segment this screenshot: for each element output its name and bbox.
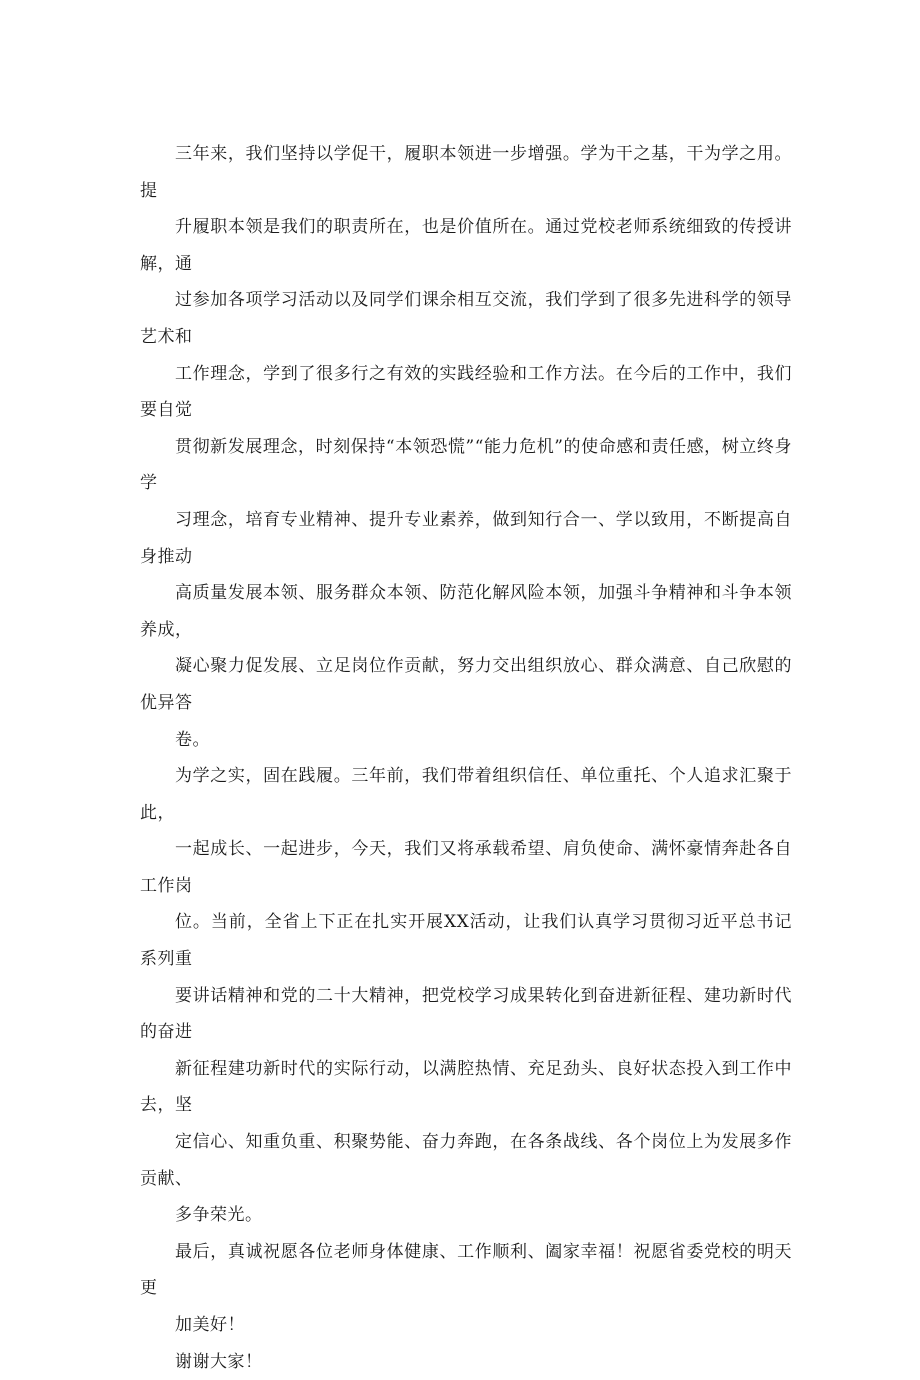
text-line: 三年来，我们坚持以学促干，履职本领进一步增强。学为干之基，干为学之用。提 xyxy=(140,144,792,201)
text-line: 定信心、知重负重、积聚势能、奋力奔跑，在各条战线、各个岗位上为发展多作贡献、 xyxy=(140,1132,792,1189)
text-line: 升履职本领是我们的职责所在，也是价值所在。通过党校老师系统细致的传授讲解，通 xyxy=(140,217,792,274)
text-line: 要讲话精神和党的二十大精神，把党校学习成果转化到奋进新征程、建功新时代的奋进 xyxy=(140,985,792,1043)
paragraph-best-wishes xyxy=(140,1234,792,1344)
text-line: 谢谢大家！ xyxy=(175,1351,263,1372)
text-line: 高质量发展本领、服务群众本领、防范化解风险本领，加强斗争精神和斗争本领养成， xyxy=(140,583,792,640)
text-line: 最后，真诚祝愿各位老师身体健康、工作顺利、阖家幸福！祝愿省委党校的明天更 xyxy=(140,1241,792,1299)
paragraph-practice xyxy=(140,758,792,1234)
text-line: 位。当前，全省上下正在扎实开展XX活动，让我们认真学习贯彻习近平总书记系列重 xyxy=(140,912,792,970)
text-line: 过参加各项学习活动以及同学们课余相互交流，我们学到了很多先进科学的领导艺术和 xyxy=(140,290,792,347)
text-line: 加美好！ xyxy=(175,1315,245,1335)
paragraph-study-promotes-work xyxy=(140,136,792,758)
text-line: 卷。 xyxy=(175,729,210,750)
text-line: 习理念，培育专业精神、提升专业素养，做到知行合一、学以致用，不断提高自身推动 xyxy=(140,509,792,567)
text-line: 工作理念，学到了很多行之有效的实践经验和工作方法。在今后的工作中，我们要自觉 xyxy=(140,363,792,421)
paragraph-thanks xyxy=(140,1344,792,1380)
text-line: 新征程建功新时代的实际行动，以满腔热情、充足劲头、良好状态投入到工作中去，坚 xyxy=(140,1058,792,1116)
text-line: 多争荣光。 xyxy=(175,1205,263,1226)
text-line: 一起成长、一起进步，今天，我们又将承载希望、肩负使命、满怀豪情奔赴各自工作岗 xyxy=(140,839,792,896)
document-body xyxy=(140,136,792,1380)
text-line: 贯彻新发展理念，时刻保持“本领恐慌”“能力危机”的使命感和责任感，树立终身学 xyxy=(140,436,792,494)
text-line: 为学之实，固在践履。三年前，我们带着组织信任、单位重托、个人追求汇聚于此， xyxy=(140,766,792,823)
text-line: 凝心聚力促发展、立足岗位作贡献，努力交出组织放心、群众满意、自己欣慰的优异答 xyxy=(140,656,792,713)
